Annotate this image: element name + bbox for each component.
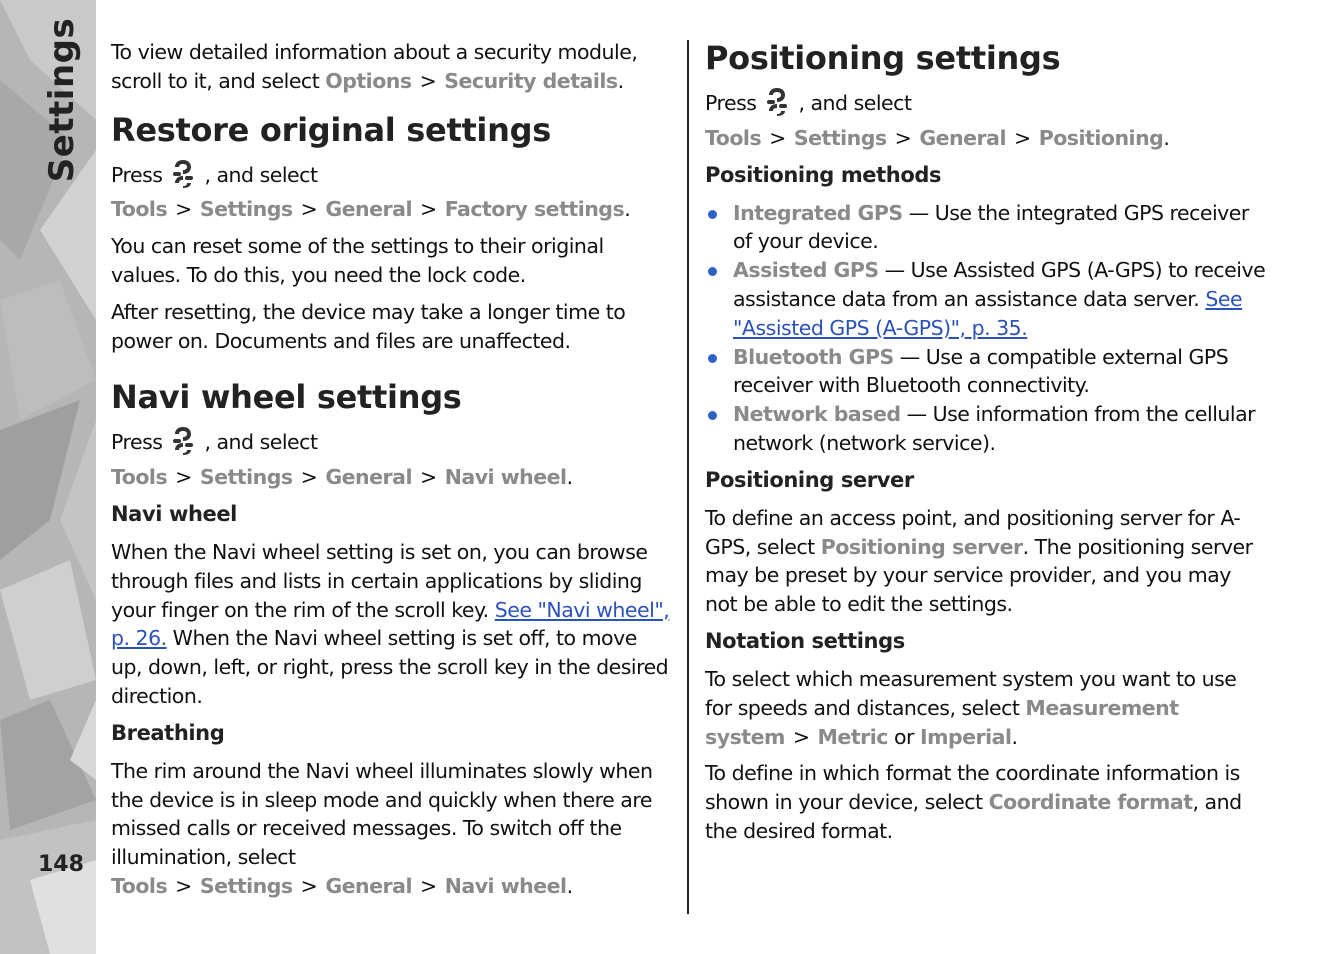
left-column [111, 38, 673, 909]
navi-wheel-subheading: Navi wheel [111, 501, 237, 526]
assisted-gps-link[interactable]: See "Assisted GPS (A-GPS)", p. 35. [733, 286, 1243, 340]
breathing-paragraph: The rim around the Navi wheel illuminates slowly when the device is in sleep mode and quickly when there are missed calls or received messages. To switch off the illumination, select Tools > Settings > General > Navi wheel. [111, 758, 653, 898]
restore-paragraph-1: You can reset some of the settings to their original values. To do this, you need the lock code. [111, 234, 604, 287]
notation-settings-subheading: Notation settings [705, 628, 905, 653]
positioning-methods-list [705, 199, 1267, 458]
navi-wheel-link[interactable]: See "Navi wheel", p. 26. [111, 597, 670, 651]
list-item: Network based — Use information from the cellular network (network service). [705, 400, 1267, 458]
security-details-paragraph: To view detailed information about a security module, scroll to it, and select Options > Security details. [111, 40, 638, 93]
positioning-methods-subheading: Positioning methods [705, 162, 942, 187]
restore-heading: Restore original settings [111, 110, 551, 149]
bullet-icon [708, 354, 717, 363]
navi-heading: Navi wheel settings [111, 378, 462, 417]
breathing-subheading: Breathing [111, 720, 225, 745]
menu-security-details: Security details [444, 68, 618, 93]
positioning-server-paragraph: To define an access point, and positioning server for A-GPS, select Positioning server. The positioning server may be preset by your service provider, and you may not be able to edit the settings. [705, 505, 1253, 617]
menu-key-icon [170, 158, 196, 196]
navi-wheel-paragraph: When the Navi wheel setting is set on, you can browse through files and lists in certain applications by sliding your finger on the rim of the scroll key. See "Navi wheel", p. 26. When the Navi wheel setting is set off, to move up, down, left, or right, press the scroll key in the desired direction. [111, 539, 670, 708]
section-title: Settings [42, 17, 82, 183]
bullet-icon [708, 267, 717, 276]
list-item: Assisted GPS — Use Assisted GPS (A-GPS) to receive assistance data from an assistance data server. See "Assisted GPS (A-GPS)", p. 35. [705, 256, 1267, 342]
list-item: Bluetooth GPS — Use a compatible external GPS receiver with Bluetooth connectivity. [705, 343, 1267, 401]
bullet-icon [708, 210, 717, 219]
sidebar-band [0, 0, 96, 954]
menu-options: Options [325, 68, 412, 93]
positioning-heading: Positioning settings [705, 39, 1061, 77]
positioning-server-subheading: Positioning server [705, 467, 914, 492]
restore-paragraph-2: After resetting, the device may take a longer time to power on. Documents and files are unaffected. [111, 299, 626, 353]
right-column [705, 38, 1267, 854]
page-number: 148 [38, 852, 84, 877]
column-divider [687, 40, 689, 914]
notation-paragraph-2: To define in which format the coordinate information is shown in your device, select Coordinate format, and the desired format. [705, 761, 1242, 843]
restore-path-paragraph: Press , and select Tools > Settings > General > Factory settings. [111, 158, 673, 225]
menu-key-icon [764, 86, 790, 124]
bullet-icon [708, 411, 717, 420]
notation-paragraph-1: To select which measurement system you want to use for speeds and distances, select Measurement system > Metric or Imperial. [705, 666, 1237, 749]
positioning-path-paragraph: Press , and select Tools > Settings > General > Positioning. [705, 86, 1267, 153]
navi-path-paragraph: Press , and select Tools > Settings > General > Navi wheel. [111, 425, 673, 492]
list-item: Integrated GPS — Use the integrated GPS receiver of your device. [705, 199, 1267, 257]
menu-key-icon [170, 425, 196, 463]
section-tab [16, 17, 96, 183]
